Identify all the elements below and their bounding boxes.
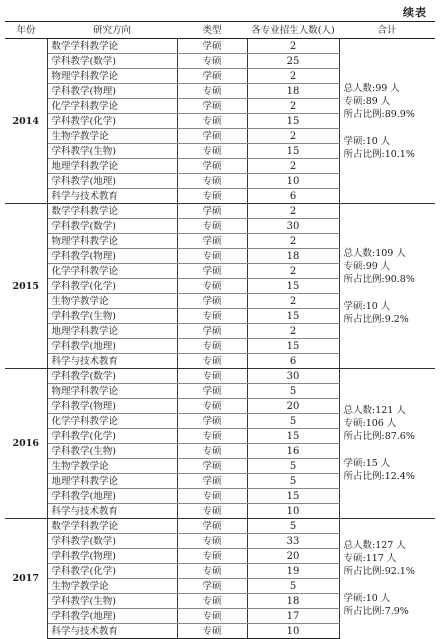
table-row (5, 39, 435, 54)
type-cell: 专硕 (177, 84, 247, 99)
count-cell: 15 (247, 339, 339, 354)
count-cell: 2 (247, 159, 339, 174)
direction-cell: 学科教学(物理) (47, 549, 177, 564)
type-cell: 专硕 (177, 609, 247, 624)
type-cell: 专硕 (177, 549, 247, 564)
type-cell: 专硕 (177, 594, 247, 609)
type-cell: 学硕 (177, 414, 247, 429)
count-cell: 30 (247, 369, 339, 384)
type-cell: 学硕 (177, 324, 247, 339)
count-cell: 30 (247, 219, 339, 234)
zhuanshuo-ratio: 所占比例:90.8% (343, 273, 415, 285)
direction-cell: 学科教学(地理) (47, 174, 177, 189)
direction-cell: 数学学科教学论 (47, 39, 177, 54)
type-cell: 专硕 (177, 489, 247, 504)
xueshuo-count: 学硕:10 人 (343, 300, 391, 312)
type-cell: 学硕 (177, 99, 247, 114)
type-cell: 专硕 (177, 309, 247, 324)
type-cell: 学硕 (177, 579, 247, 594)
type-cell: 学硕 (177, 159, 247, 174)
count-cell: 5 (247, 414, 339, 429)
direction-cell: 学科教学(化学) (47, 279, 177, 294)
direction-cell: 地理学科教学论 (47, 324, 177, 339)
header-count: 各专业招生人数(人) (247, 22, 339, 39)
xueshuo-ratio: 所占比例:10.1% (343, 148, 415, 160)
direction-cell: 物理学科教学论 (47, 384, 177, 399)
direction-cell: 地理学科教学论 (47, 159, 177, 174)
count-cell: 18 (247, 249, 339, 264)
type-cell: 专硕 (177, 504, 247, 519)
total-gap (344, 286, 436, 300)
direction-cell: 科学与技术教育 (47, 354, 177, 369)
type-cell: 专硕 (177, 429, 247, 444)
zhuanshuo-count: 专硕:89 人 (343, 95, 391, 107)
type-cell: 专硕 (177, 144, 247, 159)
header-type: 类型 (177, 22, 247, 39)
direction-cell: 生物学教学论 (47, 579, 177, 594)
type-cell: 专硕 (177, 114, 247, 129)
type-cell: 专硕 (177, 534, 247, 549)
count-cell: 10 (247, 624, 339, 639)
direction-cell: 化学学科教学论 (47, 264, 177, 279)
direction-cell: 物理学科教学论 (47, 234, 177, 249)
count-cell: 2 (247, 264, 339, 279)
xueshuo-count: 学硕:10 人 (343, 135, 391, 147)
xueshuo-ratio: 所占比例:12.4% (343, 471, 415, 482)
count-cell: 5 (247, 459, 339, 474)
direction-cell: 学科教学(生物) (47, 309, 177, 324)
type-cell: 学硕 (177, 129, 247, 144)
type-cell: 学硕 (177, 294, 247, 309)
total-count: 总人数:127 人 (343, 540, 406, 552)
count-cell: 2 (247, 69, 339, 84)
count-cell: 15 (247, 144, 339, 159)
xueshuo-ratio: 所占比例:7.9% (343, 606, 409, 618)
year-cell: 2014 (5, 39, 47, 204)
year-cell: 2017 (5, 519, 47, 639)
direction-cell: 生物学教学论 (47, 294, 177, 309)
direction-cell: 学科教学(数学) (47, 219, 177, 234)
count-cell: 2 (247, 294, 339, 309)
header-year: 年份 (5, 22, 47, 39)
direction-cell: 化学学科教学论 (47, 99, 177, 114)
direction-cell: 科学与技术教育 (47, 504, 177, 519)
total-count: 总人数:121 人 (343, 405, 406, 416)
count-cell: 2 (247, 234, 339, 249)
count-cell: 17 (247, 609, 339, 624)
header-row (5, 22, 435, 39)
count-cell: 10 (247, 504, 339, 519)
total-cell (339, 369, 435, 519)
type-cell: 专硕 (177, 174, 247, 189)
count-cell: 2 (247, 39, 339, 54)
type-cell: 专硕 (177, 354, 247, 369)
count-cell: 15 (247, 309, 339, 324)
direction-cell: 学科教学(物理) (47, 84, 177, 99)
type-cell: 专硕 (177, 444, 247, 459)
count-cell: 19 (247, 564, 339, 579)
zhuanshuo-ratio: 所占比例:87.6% (343, 431, 415, 442)
type-cell: 专硕 (177, 189, 247, 204)
direction-cell: 学科教学(地理) (47, 609, 177, 624)
direction-cell: 学科教学(数学) (47, 534, 177, 549)
type-cell: 学硕 (177, 474, 247, 489)
direction-cell: 化学学科教学论 (47, 414, 177, 429)
type-cell: 学硕 (177, 519, 247, 534)
xueshuo-count: 学硕:10 人 (343, 593, 391, 605)
count-cell: 5 (247, 474, 339, 489)
direction-cell: 学科教学(地理) (47, 339, 177, 354)
count-cell: 2 (247, 324, 339, 339)
direction-cell: 学科教学(化学) (47, 429, 177, 444)
total-cell (339, 204, 435, 369)
direction-cell: 数学学科教学论 (47, 204, 177, 219)
table-row (5, 369, 435, 384)
count-cell: 25 (247, 54, 339, 69)
zhuanshuo-ratio: 所占比例:89.9% (343, 108, 415, 120)
total-gap (344, 121, 436, 135)
count-cell: 15 (247, 429, 339, 444)
type-cell: 学硕 (177, 69, 247, 84)
count-cell: 33 (247, 534, 339, 549)
count-cell: 2 (247, 204, 339, 219)
count-cell: 2 (247, 99, 339, 114)
direction-cell: 学科教学(物理) (47, 399, 177, 414)
type-cell: 专硕 (177, 399, 247, 414)
type-cell: 专硕 (177, 369, 247, 384)
count-cell: 15 (247, 489, 339, 504)
count-cell: 5 (247, 579, 339, 594)
count-cell: 15 (247, 279, 339, 294)
type-cell: 学硕 (177, 204, 247, 219)
direction-cell: 科学与技术教育 (47, 624, 177, 639)
direction-cell: 数学学科教学论 (47, 519, 177, 534)
direction-cell: 生物学教学论 (47, 459, 177, 474)
count-cell: 5 (247, 384, 339, 399)
xueshuo-ratio: 所占比例:9.2% (343, 313, 409, 325)
direction-cell: 学科教学(化学) (47, 114, 177, 129)
direction-cell: 科学与技术教育 (47, 189, 177, 204)
year-cell: 2016 (5, 369, 47, 519)
direction-cell: 物理学科教学论 (47, 69, 177, 84)
type-cell: 学硕 (177, 384, 247, 399)
table-row (5, 204, 435, 219)
zhuanshuo-count: 专硕:99 人 (343, 260, 391, 272)
type-cell: 专硕 (177, 279, 247, 294)
zhuanshuo-count: 专硕:117 人 (343, 553, 397, 565)
type-cell: 专硕 (177, 624, 247, 639)
total-cell (339, 39, 435, 204)
direction-cell: 地理学科教学论 (47, 474, 177, 489)
count-cell: 6 (247, 189, 339, 204)
continued-label: 续表 (403, 6, 427, 19)
count-cell: 10 (247, 174, 339, 189)
table-body (5, 39, 435, 639)
direction-cell: 学科教学(生物) (47, 144, 177, 159)
direction-cell: 学科教学(物理) (47, 249, 177, 264)
direction-cell: 学科教学(数学) (47, 54, 177, 69)
type-cell: 专硕 (177, 249, 247, 264)
type-cell: 学硕 (177, 234, 247, 249)
xueshuo-count: 学硕:15 人 (343, 458, 391, 469)
direction-cell: 学科教学(地理) (47, 489, 177, 504)
count-cell: 18 (247, 84, 339, 99)
count-cell: 16 (247, 444, 339, 459)
total-count: 总人数:109 人 (343, 247, 406, 259)
direction-cell: 学科教学(生物) (47, 444, 177, 459)
direction-cell: 生物学教学论 (47, 129, 177, 144)
type-cell: 专硕 (177, 219, 247, 234)
table-row (5, 519, 435, 534)
count-cell: 2 (247, 129, 339, 144)
type-cell: 专硕 (177, 54, 247, 69)
total-cell (339, 519, 435, 639)
type-cell: 专硕 (177, 564, 247, 579)
type-cell: 专硕 (177, 339, 247, 354)
direction-cell: 学科教学(生物) (47, 594, 177, 609)
header-direction: 研究方向 (47, 22, 177, 39)
count-cell: 5 (247, 519, 339, 534)
count-cell: 20 (247, 549, 339, 564)
enrollment-table (5, 21, 435, 639)
year-cell: 2015 (5, 204, 47, 369)
total-gap (344, 578, 436, 592)
count-cell: 6 (247, 354, 339, 369)
direction-cell: 学科教学(化学) (47, 564, 177, 579)
total-count: 总人数:99 人 (343, 82, 400, 94)
type-cell: 学硕 (177, 459, 247, 474)
zhuanshuo-ratio: 所占比例:92.1% (343, 566, 415, 578)
total-gap (344, 443, 436, 457)
zhuanshuo-count: 专硕:106 人 (343, 418, 397, 429)
direction-cell: 学科教学(数学) (47, 369, 177, 384)
type-cell: 学硕 (177, 39, 247, 54)
count-cell: 15 (247, 114, 339, 129)
count-cell: 20 (247, 399, 339, 414)
type-cell: 学硕 (177, 264, 247, 279)
header-total: 合计 (339, 22, 435, 39)
count-cell: 18 (247, 594, 339, 609)
